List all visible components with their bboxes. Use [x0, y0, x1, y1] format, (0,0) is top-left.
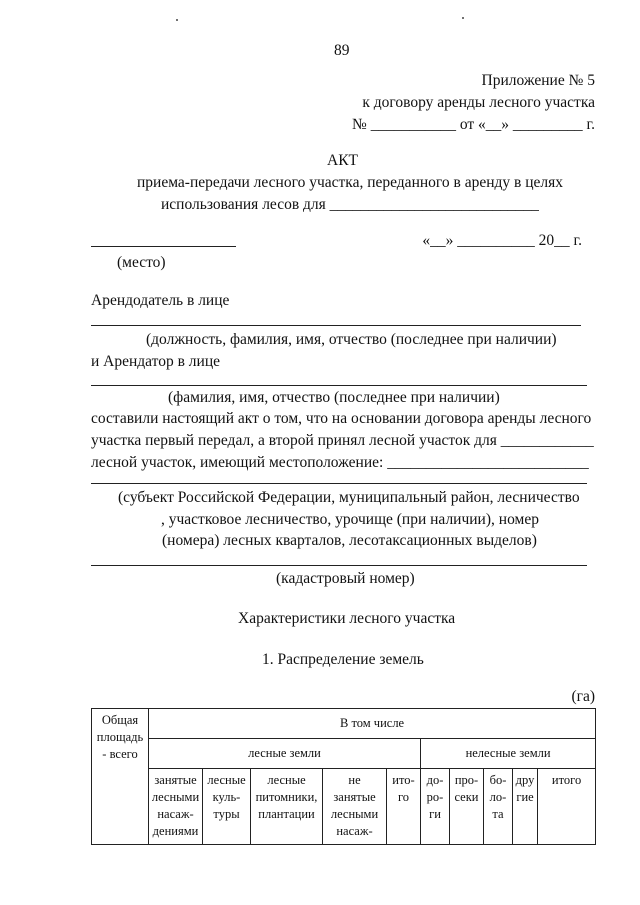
column-header: лесные питомники, плантации — [251, 769, 323, 845]
column-header: лесные куль- туры — [203, 769, 251, 845]
location-caption-3: (номера) лесных кварталов, лесотаксационных выделов) — [162, 532, 537, 549]
lessee-line — [91, 385, 587, 386]
contract-reference: к договору аренды лесного участка — [362, 94, 595, 111]
cadastral-line — [91, 565, 587, 566]
lessee-label: и Арендатор в лице — [91, 353, 220, 370]
total-area-header: Общая площадь - всего — [92, 709, 149, 845]
column-header: дру гие — [513, 769, 538, 845]
lessee-caption: (фамилия, имя, отчество (последнее при наличии) — [168, 389, 500, 406]
body-paragraph-line-2: участка первый передал, а второй принял лесной участок для ____________ — [91, 432, 594, 449]
column-header: бо- ло- та — [484, 769, 513, 845]
location-line — [91, 483, 587, 484]
column-header: ито- го — [387, 769, 421, 845]
place-caption: (место) — [117, 254, 166, 271]
subsection-heading: 1. Распределение земель — [262, 651, 424, 668]
lessor-label: Арендодатель в лице — [91, 292, 230, 309]
including-header: В том числе — [149, 709, 596, 739]
forest-lands-header: лесные земли — [149, 739, 421, 769]
document-subtitle: приема-передачи лесного участка, переданного в аренду в целях — [137, 174, 563, 191]
place-line — [91, 246, 236, 247]
cadastral-caption: (кадастровый номер) — [276, 570, 415, 587]
body-paragraph-line-1: составили настоящий акт о том, что на основании договора аренды лесного — [91, 410, 592, 427]
non-forest-lands-header: нелесные земли — [421, 739, 596, 769]
unit-label: (га) — [571, 688, 595, 705]
location-caption-2: , участковое лесничество, урочище (при наличии), номер — [161, 511, 539, 528]
document-subtitle-purpose: использования лесов для ___________________________ — [161, 196, 539, 213]
column-header: не занятые лесными насаж- — [323, 769, 387, 845]
body-paragraph-line-3: лесной участок, имеющий местоположение: __________________________ — [91, 454, 589, 471]
contract-number-line: № ___________ от «__» _________ г. — [352, 116, 595, 133]
section-heading: Характеристики лесного участка — [238, 610, 456, 627]
column-header: до- ро- ги — [421, 769, 450, 845]
appendix-label: Приложение № 5 — [481, 72, 595, 89]
scan-speck — [176, 19, 178, 21]
column-header: занятые лесными насаж- дениями — [149, 769, 203, 845]
document-title: АКТ — [327, 152, 358, 169]
page-number: 89 — [334, 42, 350, 59]
column-header: про- секи — [450, 769, 484, 845]
column-header: итого — [538, 769, 596, 845]
date-line: «__» __________ 20__ г. — [422, 232, 582, 249]
scan-speck — [462, 17, 464, 19]
location-caption-1: (субъект Российской Федерации, муниципальный район, лесничество — [118, 489, 580, 506]
lessor-caption: (должность, фамилия, имя, отчество (последнее при наличии) — [146, 331, 557, 348]
land-distribution-table — [91, 708, 596, 845]
lessor-line — [91, 325, 581, 326]
